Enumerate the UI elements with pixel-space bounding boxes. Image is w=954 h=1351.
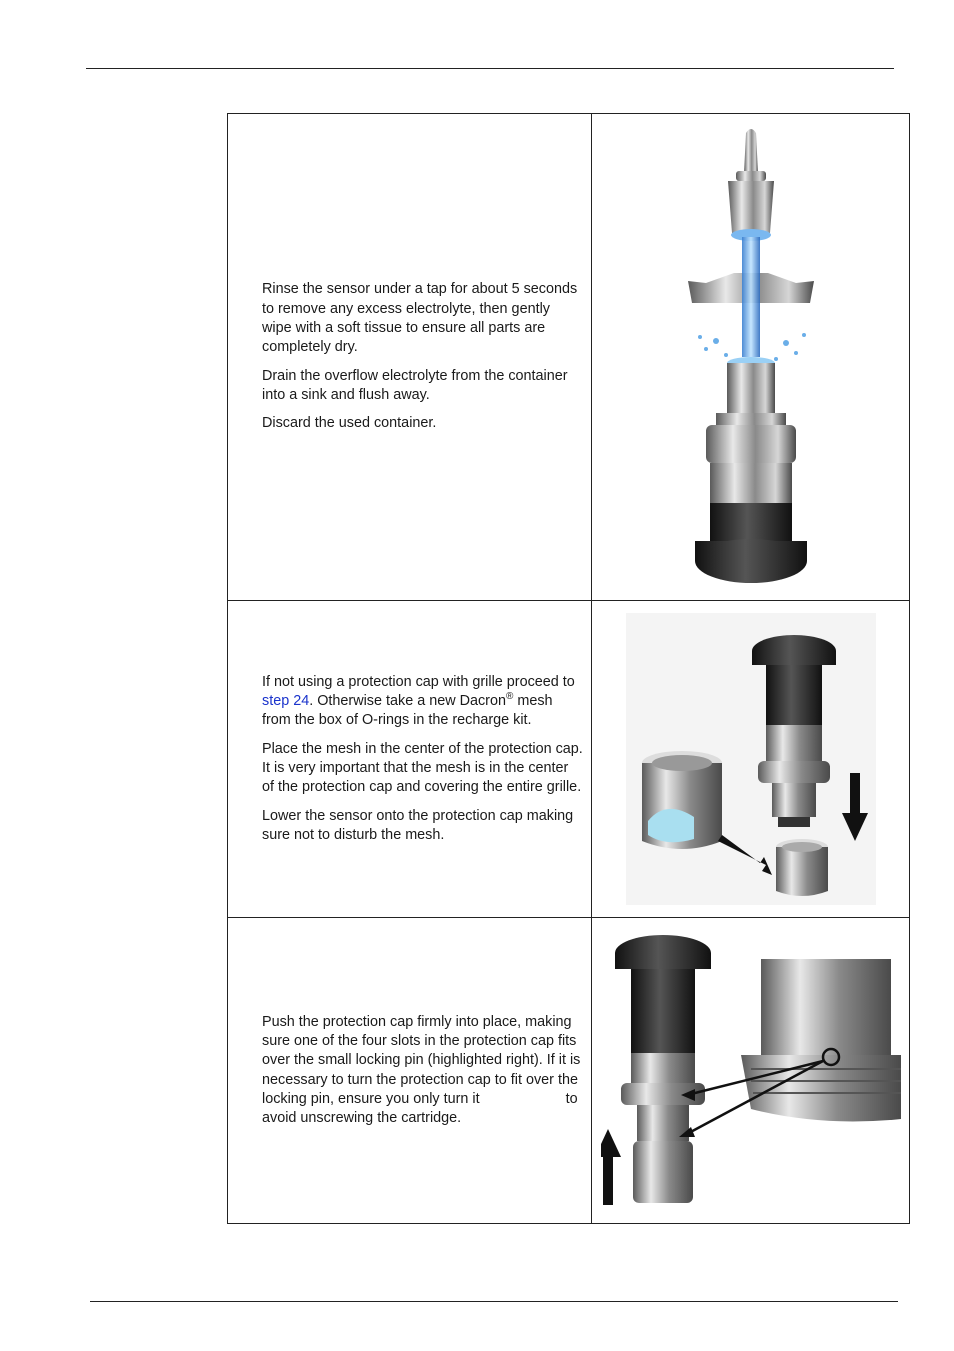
header-rule <box>86 68 894 69</box>
step-image-cell <box>592 918 910 1224</box>
step-paragraph <box>262 1013 583 1129</box>
step-paragraph: Discard the used container. <box>262 415 437 432</box>
text-run: to avoid unscrewing the cartridge. <box>262 1090 578 1127</box>
step-text-cell <box>228 114 592 601</box>
step-paragraph: Lower the sensor onto the protection cap making sure not to disturb the mesh. <box>262 807 574 843</box>
tap-rinse-sensor-icon <box>676 123 826 591</box>
locking-pin-detail-icon <box>601 929 901 1213</box>
step-image-cell <box>592 601 910 918</box>
step-paragraph: Drain the overflow electrolyte from the container into a sink and flush away. <box>262 367 568 403</box>
step-paragraph: Rinse the sensor under a tap for about 5 seconds to remove any excess electrolyte, then gently wipe with a soft tissue to ensure all parts are completely dry. <box>262 281 578 356</box>
footer-rule <box>90 1301 898 1302</box>
text-run: If not using a protection cap with grille proceed to <box>262 673 575 690</box>
procedure-table <box>227 113 910 1224</box>
text-run: . Otherwise take a new Dacron <box>309 693 506 710</box>
table-row <box>228 114 910 601</box>
step-image-cell <box>592 114 910 601</box>
table-row <box>228 918 910 1224</box>
table-row <box>228 601 910 918</box>
sensor-mesh-cap-icon <box>626 613 876 905</box>
step-text-cell <box>228 601 592 918</box>
step-24-link[interactable]: step 24 <box>262 693 310 710</box>
text-run: mesh from the box of O-rings in the recharge kit. <box>262 693 553 729</box>
text-run: Push the protection cap firmly into place, making sure one of the four slots in the protection cap fits over the small locking pin (highlighted right). If it is necessary to turn the protection cap to fit over the locking pin, ensure you only turn it <box>262 1013 581 1107</box>
step-paragraph: Place the mesh in the center of the protection cap. It is very important that the mesh is in the center of the protection cap and covering the entire grille. <box>262 740 583 796</box>
step-text-cell <box>228 918 592 1224</box>
step-paragraph <box>262 673 583 731</box>
registered-mark: ® <box>505 691 514 703</box>
